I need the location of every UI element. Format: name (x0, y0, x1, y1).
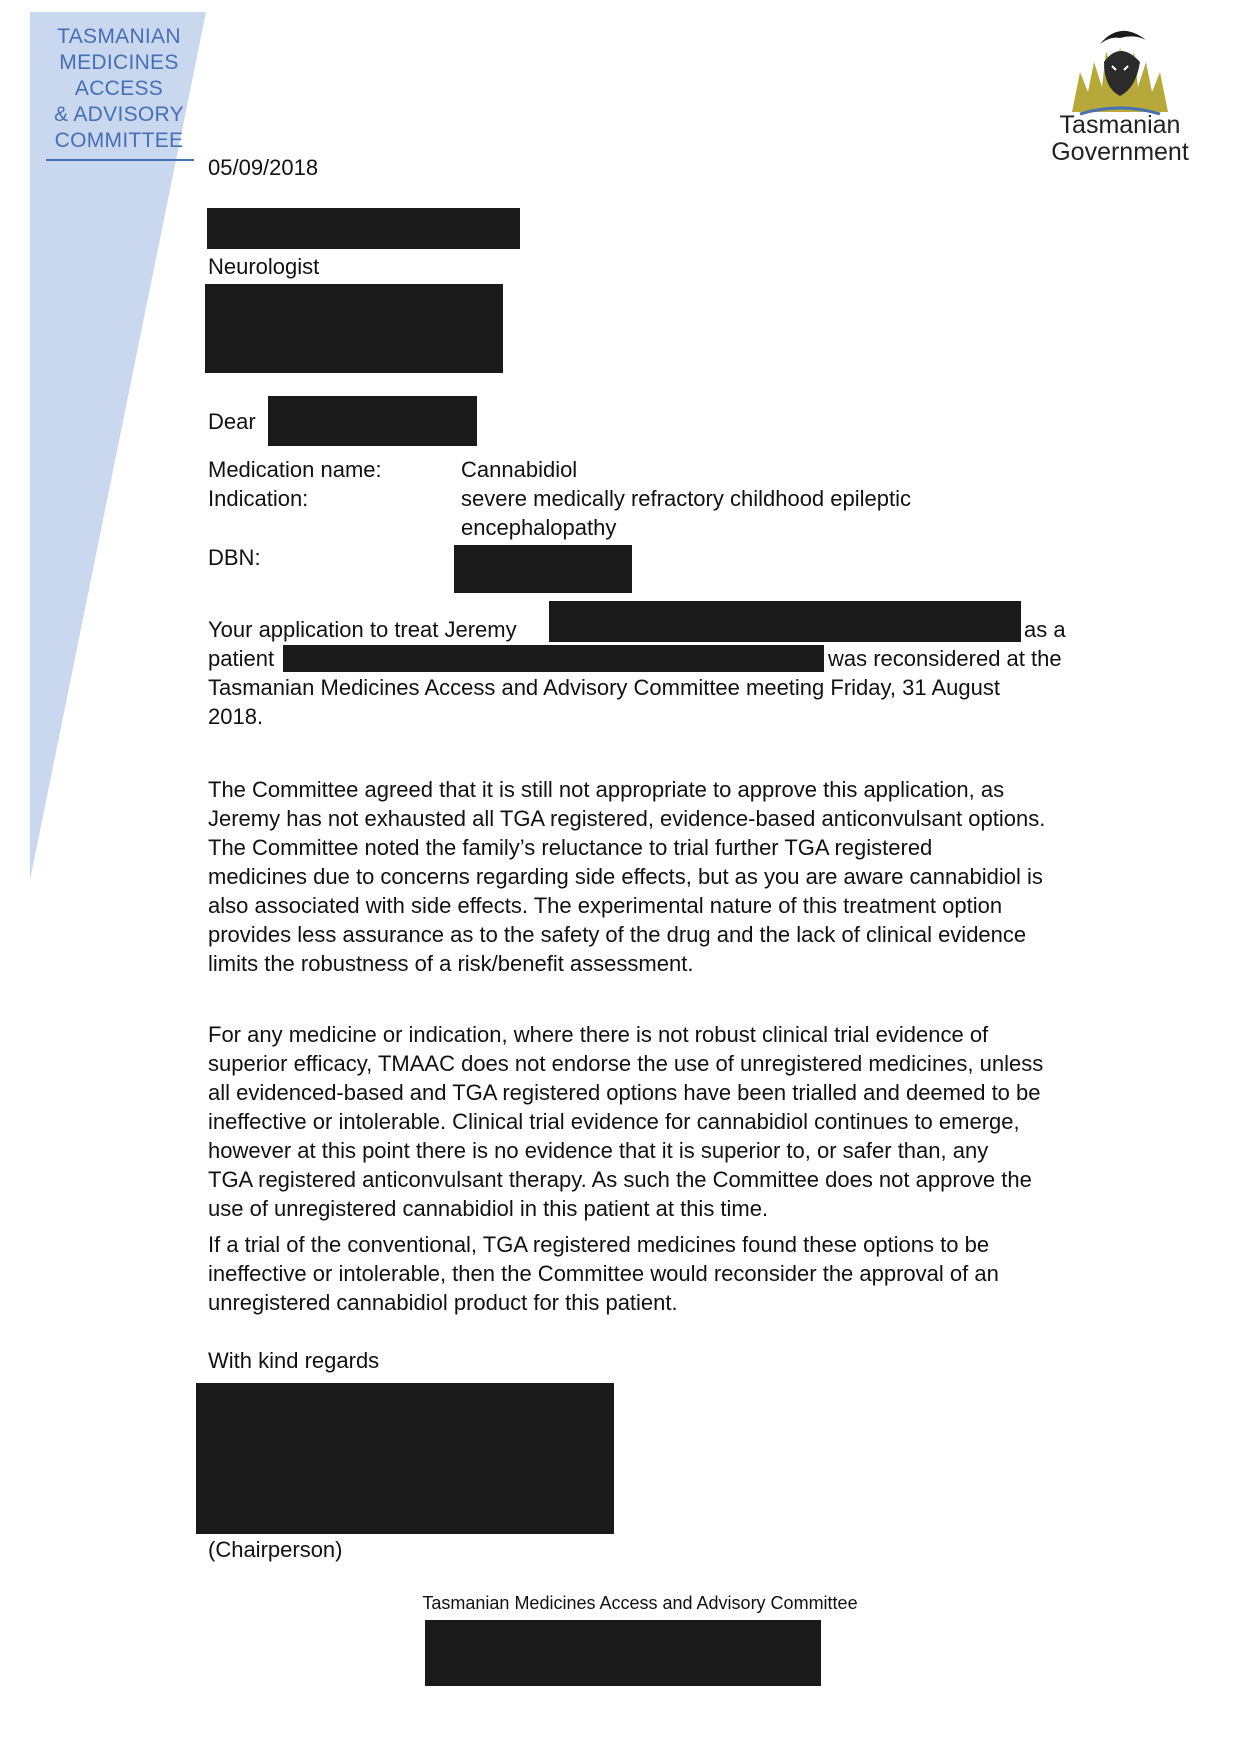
committee-logo-line: TASMANIAN (57, 25, 181, 48)
paragraph-line: Your application to treat Jeremy (208, 617, 517, 642)
paragraph-line: also associated with side effects. The experimental nature of this treatment option (208, 893, 1003, 918)
paragraph-line: For any medicine or indication, where there is not robust clinical trial evidence of (208, 1022, 989, 1047)
recipient-title: Neurologist (208, 254, 320, 279)
redacted-footer-address (425, 1620, 821, 1686)
committee-logo-line: ACCESS (74, 77, 164, 100)
paragraph-line: as a (1024, 617, 1066, 642)
letter-date: 05/09/2018 (208, 155, 319, 180)
paragraph-line: Jeremy has not exhausted all TGA registered, evidence-based anticonvulsant options. (208, 806, 1046, 831)
gov-logo-line: Tasmanian (1059, 111, 1181, 139)
paragraph-line: patient (208, 646, 275, 671)
committee-logo-rule (46, 159, 194, 161)
committee-logo-line: COMMITTEE (54, 129, 184, 152)
tasmanian-tiger-emblem-icon (1060, 22, 1180, 122)
paragraph-line: medicines due to concerns regarding side effects, but as you are aware cannabidiol is (208, 864, 1043, 889)
paragraph-line: If a trial of the conventional, TGA registered medicines found these options to be (208, 1232, 990, 1257)
paragraph-line: use of unregistered cannabidiol in this patient at this time. (208, 1196, 769, 1221)
paragraph-line: unregistered cannabidiol product for this patient. (208, 1290, 678, 1315)
redacted-dbn (454, 545, 632, 593)
paragraph-line: Tasmanian Medicines Access and Advisory Committee meeting Friday, 31 August (208, 675, 1000, 700)
indication-value: severe medically refractory childhood epileptic (461, 486, 911, 511)
committee-logo-line: MEDICINES (59, 51, 179, 74)
paragraph-line: ineffective or intolerable. Clinical trial evidence for cannabidiol continues to emerge, (208, 1109, 1020, 1134)
paragraph-line: all evidenced-based and TGA registered options have been trialled and deemed to be (208, 1080, 1041, 1105)
indication-value: encephalopathy (461, 515, 617, 540)
paragraph-line: however at this point there is no evidence that it is superior to, or safer than, any (208, 1138, 989, 1163)
redacted-recipient-address (205, 284, 503, 373)
signatory-role: (Chairperson) (208, 1537, 343, 1562)
redacted-signature (196, 1383, 614, 1534)
redacted-recipient-name (207, 208, 520, 249)
indication-label: Indication: (208, 486, 309, 511)
paragraph-line: superior efficacy, TMAAC does not endorse the use of unregistered medicines, unless (208, 1051, 1044, 1076)
paragraph-line: was reconsidered at the (828, 646, 1062, 671)
redacted-patient-detail (283, 645, 824, 672)
salutation: Dear (208, 409, 256, 434)
medication-label: Medication name: (208, 457, 382, 482)
redacted-salutation-name (268, 396, 477, 446)
dbn-label: DBN: (208, 545, 261, 570)
paragraph-line: 2018. (208, 704, 264, 729)
committee-logo-line: & ADVISORY (54, 103, 184, 126)
paragraph-line: limits the robustness of a risk/benefit assessment. (208, 951, 694, 976)
closing: With kind regards (208, 1348, 380, 1373)
paragraph-line: provides less assurance as to the safety of the drug and the lack of clinical evidence (208, 922, 1027, 947)
paragraph-line: The Committee agreed that it is still not appropriate to approve this application, as (208, 777, 1005, 802)
redacted-patient-name (549, 601, 1021, 642)
paragraph-line: TGA registered anticonvulsant therapy. As such the Committee does not approve the (208, 1167, 1032, 1192)
paragraph-line: ineffective or intolerable, then the Committee would reconsider the approval of an (208, 1261, 999, 1286)
footer-org: Tasmanian Medicines Access and Advisory Committee (422, 1593, 858, 1613)
medication-value: Cannabidiol (461, 457, 578, 482)
gov-logo-line: Government (1051, 138, 1189, 166)
paragraph-line: The Committee noted the family’s reluctance to trial further TGA registered (208, 835, 933, 860)
